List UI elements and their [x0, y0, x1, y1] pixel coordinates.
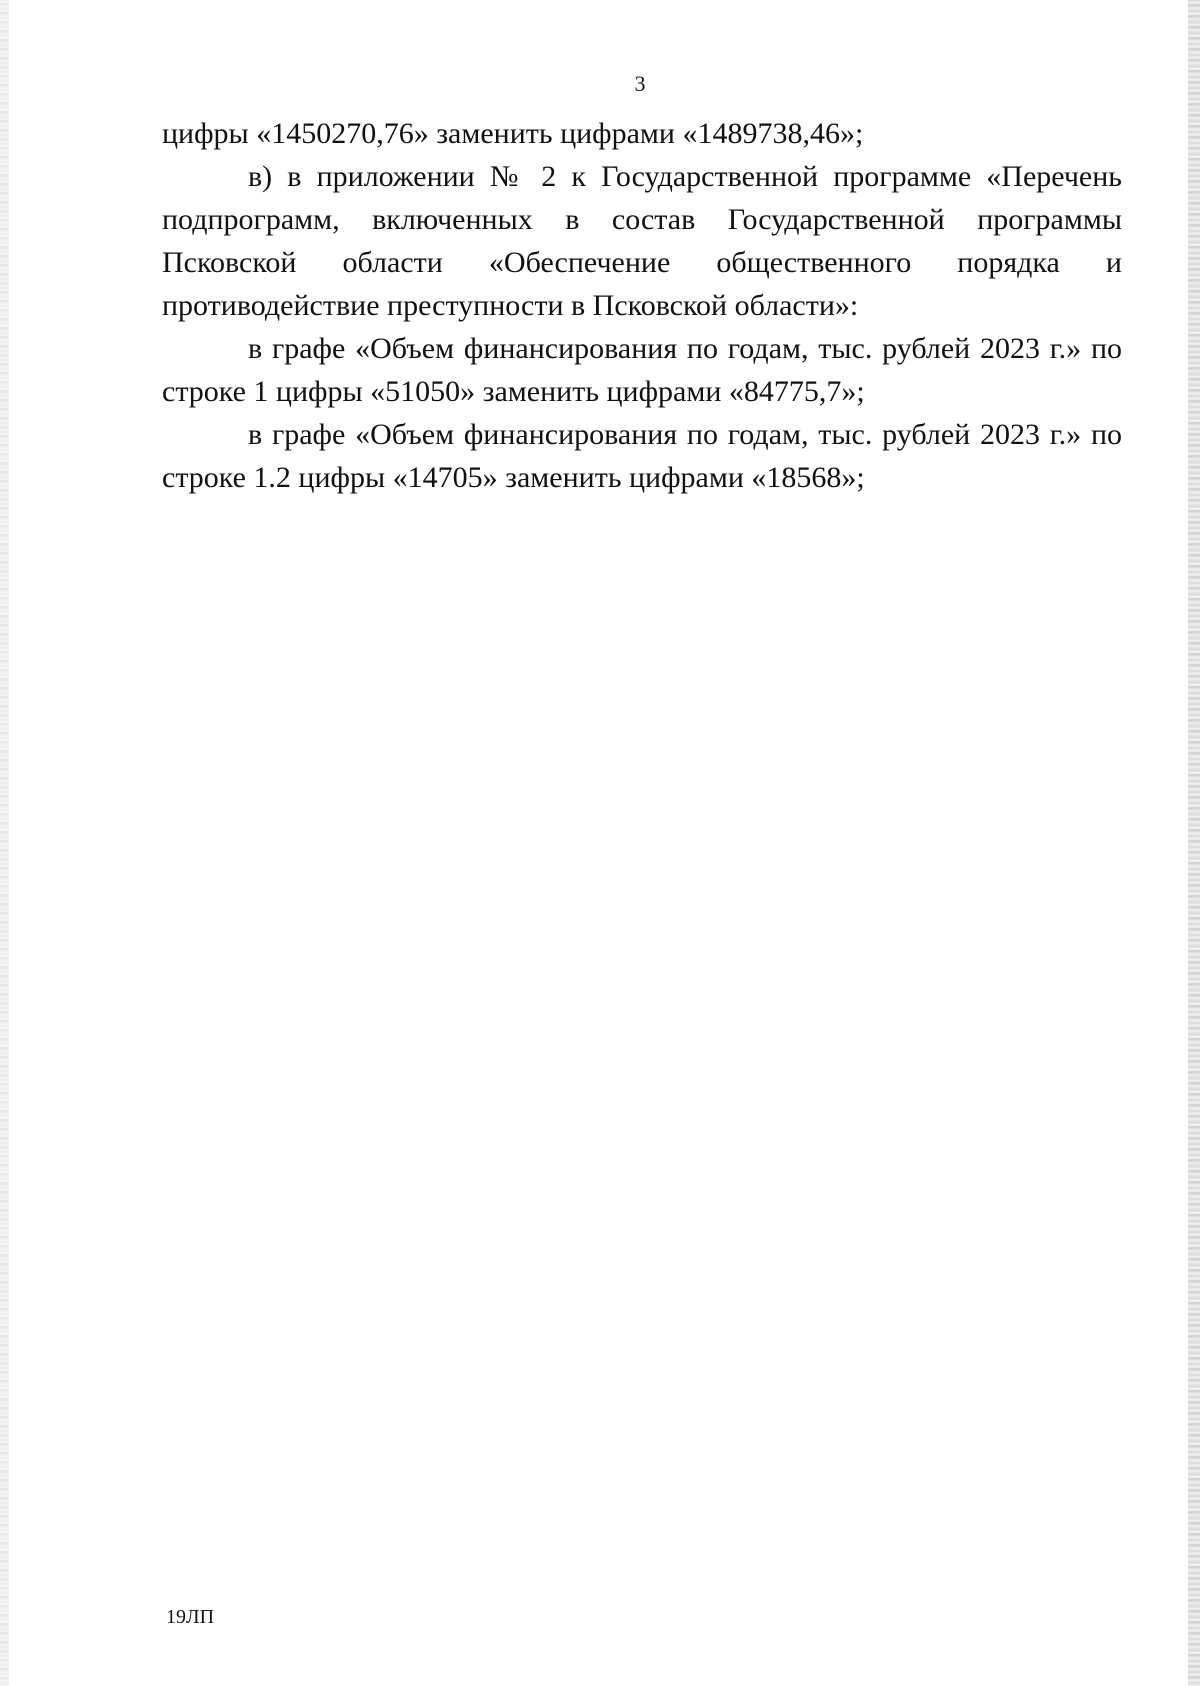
paragraph-row-1: в графе «Объем финансирования по годам, тыс. рублей 2023 г.» по строке 1 цифры «51050» заменить цифрами «84775,7»;	[162, 332, 1122, 408]
scan-edge-left	[0, 0, 9, 1686]
scan-edge-right	[1188, 0, 1200, 1686]
footer-code: 19ЛП	[166, 1606, 215, 1628]
paragraph-row-1-2: в графе «Объем финансирования по годам, тыс. рублей 2023 г.» по строке 1.2 цифры «14705» заменить цифрами «18568»;	[162, 418, 1122, 494]
document-body	[162, 112, 1122, 499]
paragraph-appendix-2: в) в приложении № 2 к Государственной программе «Перечень подпрограмм, включенных в состав Государственной программы Псковской области «Обеспечение общественного порядка и противодействие преступности в Псковской области»:	[162, 160, 1122, 322]
paragraph-continuation: цифры «1450270,76» заменить цифрами «1489738,46»;	[162, 117, 864, 150]
page-number: 3	[634, 71, 646, 96]
